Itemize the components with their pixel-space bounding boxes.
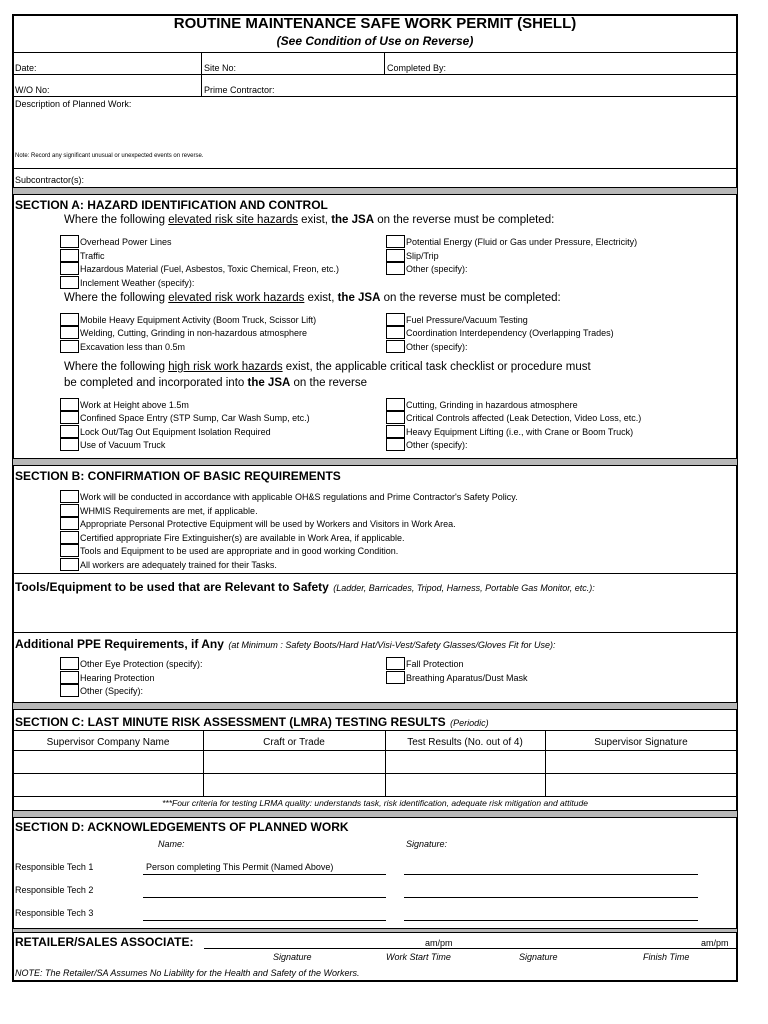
checkbox-hearing-protection[interactable] [60, 671, 79, 684]
checkbox-eye-protection[interactable] [60, 657, 79, 670]
site-no-label: Site No: [204, 63, 237, 73]
checkbox-label: Slip/Trip [406, 251, 439, 261]
work-hazards-intro: Where the following elevated risk work hazards exist, the JSA on the reverse must be completed: [64, 292, 561, 304]
date-label: Date: [15, 63, 37, 73]
checkbox-label: All workers are adequately trained for their Tasks. [80, 560, 277, 570]
checkbox-critical-controls[interactable] [386, 411, 405, 424]
section-separator [13, 702, 737, 710]
divider [13, 750, 737, 751]
retailer-signature-line[interactable] [204, 948, 736, 949]
signature-line[interactable] [404, 920, 698, 921]
responsible-tech-2-label: Responsible Tech 2 [15, 885, 94, 895]
table-cell[interactable] [387, 752, 543, 772]
section-b-title: SECTION B: CONFIRMATION OF BASIC REQUIREMENTS [15, 469, 341, 483]
column-header: Craft or Trade [263, 737, 325, 748]
checkbox-site-other[interactable] [386, 262, 405, 275]
divider [13, 74, 737, 75]
ampm-finish: am/pm [701, 938, 729, 948]
divider [13, 796, 737, 797]
subcontractor-label: Subcontractor(s): [15, 175, 85, 185]
checkbox-label: Other (Specify): [80, 686, 144, 696]
checkbox-label: Breathing Aparatus/Dust Mask [406, 673, 528, 683]
checkbox-label: Excavation less than 0.5m [80, 342, 186, 352]
table-cell[interactable] [15, 775, 201, 795]
checkbox-inclement-weather[interactable] [60, 276, 79, 289]
lmra-footnote: ***Four criteria for testing LRMA quality: understands task, risk identification, adequate risk mitigation and attitude [162, 798, 588, 808]
description-label: Description of Planned Work: [15, 99, 132, 109]
checkbox-high-other[interactable] [386, 438, 405, 451]
column-header: Supervisor Company Name [46, 737, 170, 748]
responsible-tech-3-label: Responsible Tech 3 [15, 908, 94, 918]
checkbox-label: Other Eye Protection (specify): [80, 659, 203, 669]
checkbox-label: Fall Protection [406, 659, 464, 669]
table-cell[interactable] [547, 752, 735, 772]
checkbox-work-at-height[interactable] [60, 398, 79, 411]
section-separator [13, 810, 737, 818]
section-c-title: SECTION C: LAST MINUTE RISK ASSESSMENT (LMRA) TESTING RESULTS (Periodic) [15, 715, 489, 729]
description-field[interactable] [15, 112, 735, 150]
checkbox-label: Potential Energy (Fluid or Gas under Pressure, Electricity) [406, 237, 638, 247]
checkbox-fire-extinguisher[interactable] [60, 531, 79, 544]
checkbox-fuel-pressure-testing[interactable] [386, 313, 405, 326]
section-separator [13, 928, 737, 933]
checkbox-whmis[interactable] [60, 504, 79, 517]
checkbox-label: Work will be conducted in accordance with applicable OH&S regulations and Prime Contractor's Safety Policy. [80, 492, 518, 502]
checkbox-label: Heavy Equipment Lifting (i.e., with Crane or Boom Truck) [406, 427, 634, 437]
checkbox-hazardous-material[interactable] [60, 262, 79, 275]
divider [13, 573, 737, 574]
checkbox-mobile-heavy-equipment[interactable] [60, 313, 79, 326]
column-header: Supervisor Signature [594, 737, 688, 748]
table-cell[interactable] [387, 775, 543, 795]
checkbox-label: Overhead Power Lines [80, 237, 172, 247]
divider [13, 96, 737, 97]
checkbox-workers-trained[interactable] [60, 558, 79, 571]
checkbox-label: Work at Height above 1.5m [80, 400, 189, 410]
form-title: ROUTINE MAINTENANCE SAFE WORK PERMIT (SHELL) [173, 15, 577, 32]
checkbox-label: Hearing Protection [80, 673, 155, 683]
checkbox-potential-energy[interactable] [386, 235, 405, 248]
signature-line[interactable] [404, 897, 698, 898]
checkbox-welding-nonhazardous[interactable] [60, 326, 79, 339]
checkbox-label: Hazardous Material (Fuel, Asbestos, Toxic Chemical, Freon, etc.) [80, 264, 339, 274]
checkbox-confined-space[interactable] [60, 411, 79, 424]
ppe-heading: Additional PPE Requirements, if Any (at Minimum : Safety Boots/Hard Hat/Visi-Vest/Safety Glasses/Gloves Fit for Use): [15, 637, 556, 651]
signature-line[interactable] [404, 874, 698, 875]
section-a-title: SECTION A: HAZARD IDENTIFICATION AND CONTROL [15, 198, 328, 212]
name-line [143, 897, 386, 898]
checkbox-excavation[interactable] [60, 340, 79, 353]
note-text: Note: Record any significant unusual or unexpected events on reverse. [15, 153, 204, 159]
liability-note: NOTE: The Retailer/SA Assumes No Liability for the Health and Safety of the Workers. [15, 968, 360, 978]
checkbox-label: Appropriate Personal Protective Equipment will be used by Workers and Visitors in Work Area. [80, 519, 456, 529]
tools-equipment-field[interactable] [15, 596, 735, 630]
checkbox-label: Traffic [80, 251, 105, 261]
retailer-label: RETAILER/SALES ASSOCIATE: [15, 935, 194, 949]
divider [13, 773, 737, 774]
wo-no-label: W/O No: [15, 85, 50, 95]
divider [13, 632, 737, 633]
divider [13, 730, 737, 731]
divider [13, 168, 737, 169]
checkbox-cutting-hazardous[interactable] [386, 398, 405, 411]
checkbox-tools-equipment[interactable] [60, 544, 79, 557]
checkbox-fall-protection[interactable] [386, 657, 405, 670]
divider [384, 52, 385, 74]
responsible-tech-1-name[interactable]: Person completing This Permit (Named Above) [146, 862, 334, 872]
table-cell[interactable] [15, 752, 201, 772]
checkbox-label: Tools and Equipment to be used are appropriate and in good working Condition. [80, 546, 399, 556]
signature-caption-2: Signature [519, 952, 558, 962]
work-start-time-caption: Work Start Time [386, 952, 451, 962]
tools-equipment-heading: Tools/Equipment to be used that are Relevant to Safety (Ladder, Barricades, Tripod, Harness, Portable Gas Monitor, etc.): [15, 580, 595, 594]
table-cell[interactable] [547, 775, 735, 795]
table-cell[interactable] [205, 752, 383, 772]
checkbox-ohs-compliance[interactable] [60, 490, 79, 503]
checkbox-vacuum-truck[interactable] [60, 438, 79, 451]
checkbox-label: Use of Vacuum Truck [80, 440, 166, 450]
retailer-signature-caption: Signature [273, 952, 312, 962]
checkbox-lockout-tagout[interactable] [60, 425, 79, 438]
table-cell[interactable] [205, 775, 383, 795]
date-field[interactable] [50, 55, 198, 73]
checkbox-label: Other (specify): [406, 264, 468, 274]
site-no-field[interactable] [245, 55, 381, 73]
checkbox-ppe[interactable] [60, 517, 79, 530]
checkbox-label: Inclement Weather (specify): [80, 278, 195, 288]
checkbox-breathing-apparatus[interactable] [386, 671, 405, 684]
responsible-tech-1-label: Responsible Tech 1 [15, 862, 94, 872]
checkbox-label: WHMIS Requirements are met, if applicable. [80, 506, 258, 516]
prime-contractor-label: Prime Contractor: [204, 85, 275, 95]
checkbox-label: Coordination Interdependency (Overlapping Trades) [406, 328, 614, 338]
subcontractor-field[interactable] [95, 170, 735, 186]
name-line [143, 874, 386, 875]
ampm-start: am/pm [425, 938, 453, 948]
divider [13, 52, 737, 53]
column-header: Test Results (No. out of 4) [407, 737, 523, 748]
checkbox-overhead-power-lines[interactable] [60, 235, 79, 248]
checkbox-coordination-interdependency[interactable] [386, 326, 405, 339]
checkbox-label: Confined Space Entry (STP Sump, Car Wash Sump, etc.) [80, 413, 310, 423]
checkbox-slip-trip[interactable] [386, 249, 405, 262]
checkbox-label: Other (specify): [406, 440, 468, 450]
section-separator [13, 458, 737, 466]
checkbox-work-other[interactable] [386, 340, 405, 353]
checkbox-traffic[interactable] [60, 249, 79, 262]
checkbox-label: Other (specify): [406, 342, 468, 352]
checkbox-label: Fuel Pressure/Vacuum Testing [406, 315, 528, 325]
section-d-title: SECTION D: ACKNOWLEDGEMENTS OF PLANNED WORK [15, 820, 349, 834]
checkbox-label: Welding, Cutting, Grinding in non-hazardous atmosphere [80, 328, 307, 338]
form-subtitle: (See Condition of Use on Reverse) [276, 34, 474, 48]
section-separator [13, 187, 737, 195]
name-column-label: Name: [158, 839, 185, 849]
finish-time-caption: Finish Time [643, 952, 690, 962]
completed-by-field[interactable] [455, 55, 735, 73]
wo-no-field[interactable] [55, 77, 198, 95]
site-hazards-intro: Where the following elevated risk site hazards exist, the JSA on the reverse must be completed: [64, 214, 555, 226]
checkbox-label: Certified appropriate Fire Extinguisher(s) are available in Work Area, if applicable. [80, 533, 405, 543]
prime-contractor-field[interactable] [285, 77, 735, 95]
checkbox-label: Critical Controls affected (Leak Detection, Video Loss, etc.) [406, 413, 642, 423]
checkbox-heavy-lifting[interactable] [386, 425, 405, 438]
completed-by-label: Completed By: [387, 63, 447, 73]
high-risk-intro-line2: be completed and incorporated into the JSA on the reverse [64, 377, 368, 389]
checkbox-label: Mobile Heavy Equipment Activity (Boom Truck, Scissor Lift) [80, 315, 317, 325]
checkbox-ppe-other[interactable] [60, 684, 79, 697]
checkbox-label: Lock Out/Tag Out Equipment Isolation Required [80, 427, 271, 437]
high-risk-intro-line1: Where the following high risk work hazards exist, the applicable critical task checklist or procedure must [64, 361, 591, 373]
checkbox-label: Cutting, Grinding in hazardous atmosphere [406, 400, 578, 410]
name-line [143, 920, 386, 921]
signature-column-label: Signature: [406, 839, 448, 849]
